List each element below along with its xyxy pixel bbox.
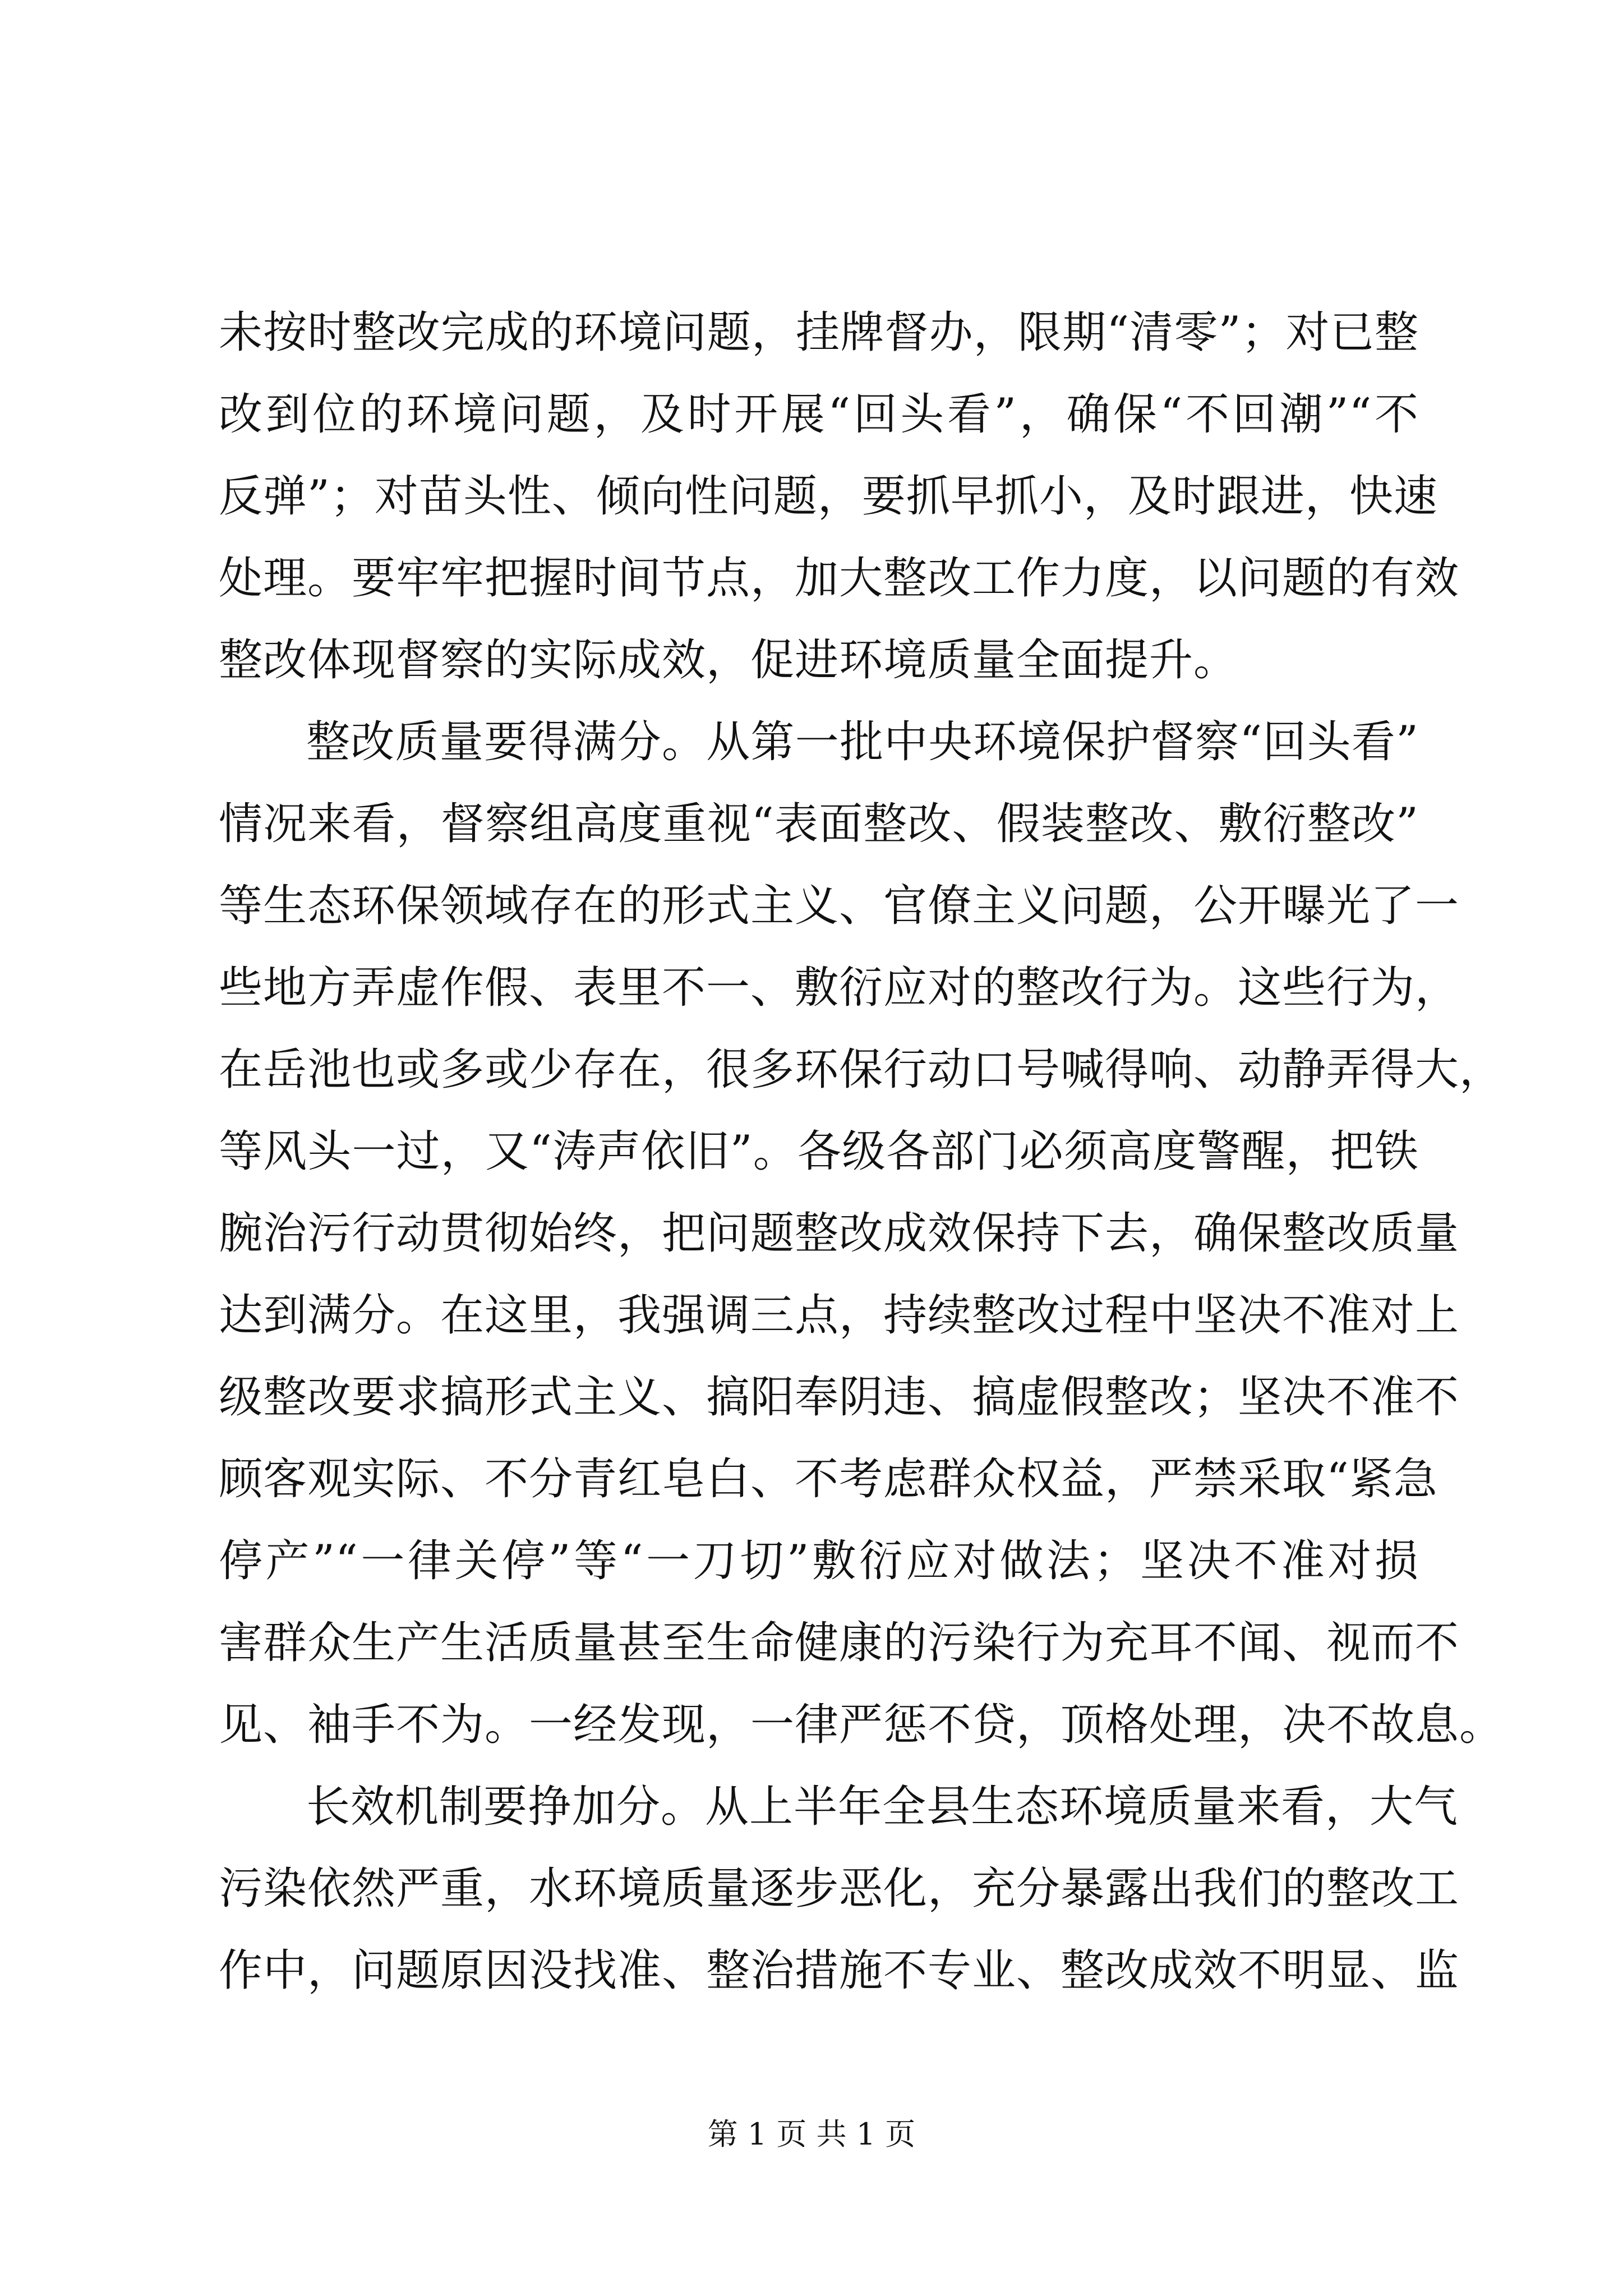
page-footer: 第 1 页 共 1 页 — [707, 2116, 916, 2152]
text-line: 作中，问题原因没找准、整治措施不专业、整改成效不明显、监 — [219, 1945, 1460, 1996]
paragraph-first-line: 长效机制要挣加分。从上半年全县生态环境质量来看，大气 — [306, 1782, 1459, 1832]
text-line: 等生态环保领域存在的形式主义、官僚主义问题，公开曝光了一 — [219, 881, 1460, 931]
text-line: 整改体现督察的实际成效，促进环境质量全面提升。 — [219, 635, 1238, 685]
text-line: 等风头一过，又“涛声依旧”。各级各部门必须高度警醒，把铁 — [219, 1126, 1419, 1177]
text-line: 级整改要求搞形式主义、搞阳奉阴违、搞虚假整改；坚决不准不 — [219, 1372, 1460, 1423]
text-line: 反弹”；对苗头性、倾向性问题，要抓早抓小，及时跟进，快速 — [219, 471, 1438, 522]
text-line: 腕治污行动贯彻始终，把问题整改成效保持下去，确保整改质量 — [219, 1208, 1460, 1259]
text-line: 停产”“一律关停”等“一刀切”敷衍应对做法；坚决不准对损 — [219, 1536, 1419, 1586]
text-line: 害群众生产生活质量甚至生命健康的污染行为充耳不闻、视而不 — [219, 1618, 1460, 1668]
text-line: 未按时整改完成的环境问题，挂牌督办，限期“清零”；对已整 — [219, 307, 1419, 358]
text-line: 达到满分。在这里，我强调三点，持续整改过程中坚决不准对上 — [219, 1290, 1460, 1341]
text-line: 情况来看，督察组高度重视“表面整改、假装整改、敷衍整改” — [219, 799, 1419, 849]
text-line: 污染依然严重，水环境质量逐步恶化，充分暴露出我们的整改工 — [219, 1864, 1460, 1914]
text-line: 些地方弄虚作假、表里不一、敷衍应对的整改行为。这些行为， — [219, 963, 1460, 1013]
text-line: 在岳池也或多或少存在，很多环保行动口号喊得响、动静弄得大， — [219, 1045, 1504, 1095]
text-line: 顾客观实际、不分青红皂白、不考虑群众权益，严禁采取“紧急 — [219, 1454, 1438, 1504]
text-line: 见、袖手不为。一经发现，一律严惩不贷，顶格处理，决不故息。 — [219, 1700, 1504, 1750]
text-line: 改到位的环境问题，及时开展“回头看”，确保“不回潮”“不 — [219, 389, 1419, 440]
document-body — [219, 292, 1504, 2012]
text-line: 处理。要牢牢把握时间节点，加大整改工作力度，以问题的有效 — [219, 553, 1460, 604]
paragraph-first-line: 整改质量要得满分。从第一批中央环境保护督察“回头看” — [306, 717, 1419, 767]
